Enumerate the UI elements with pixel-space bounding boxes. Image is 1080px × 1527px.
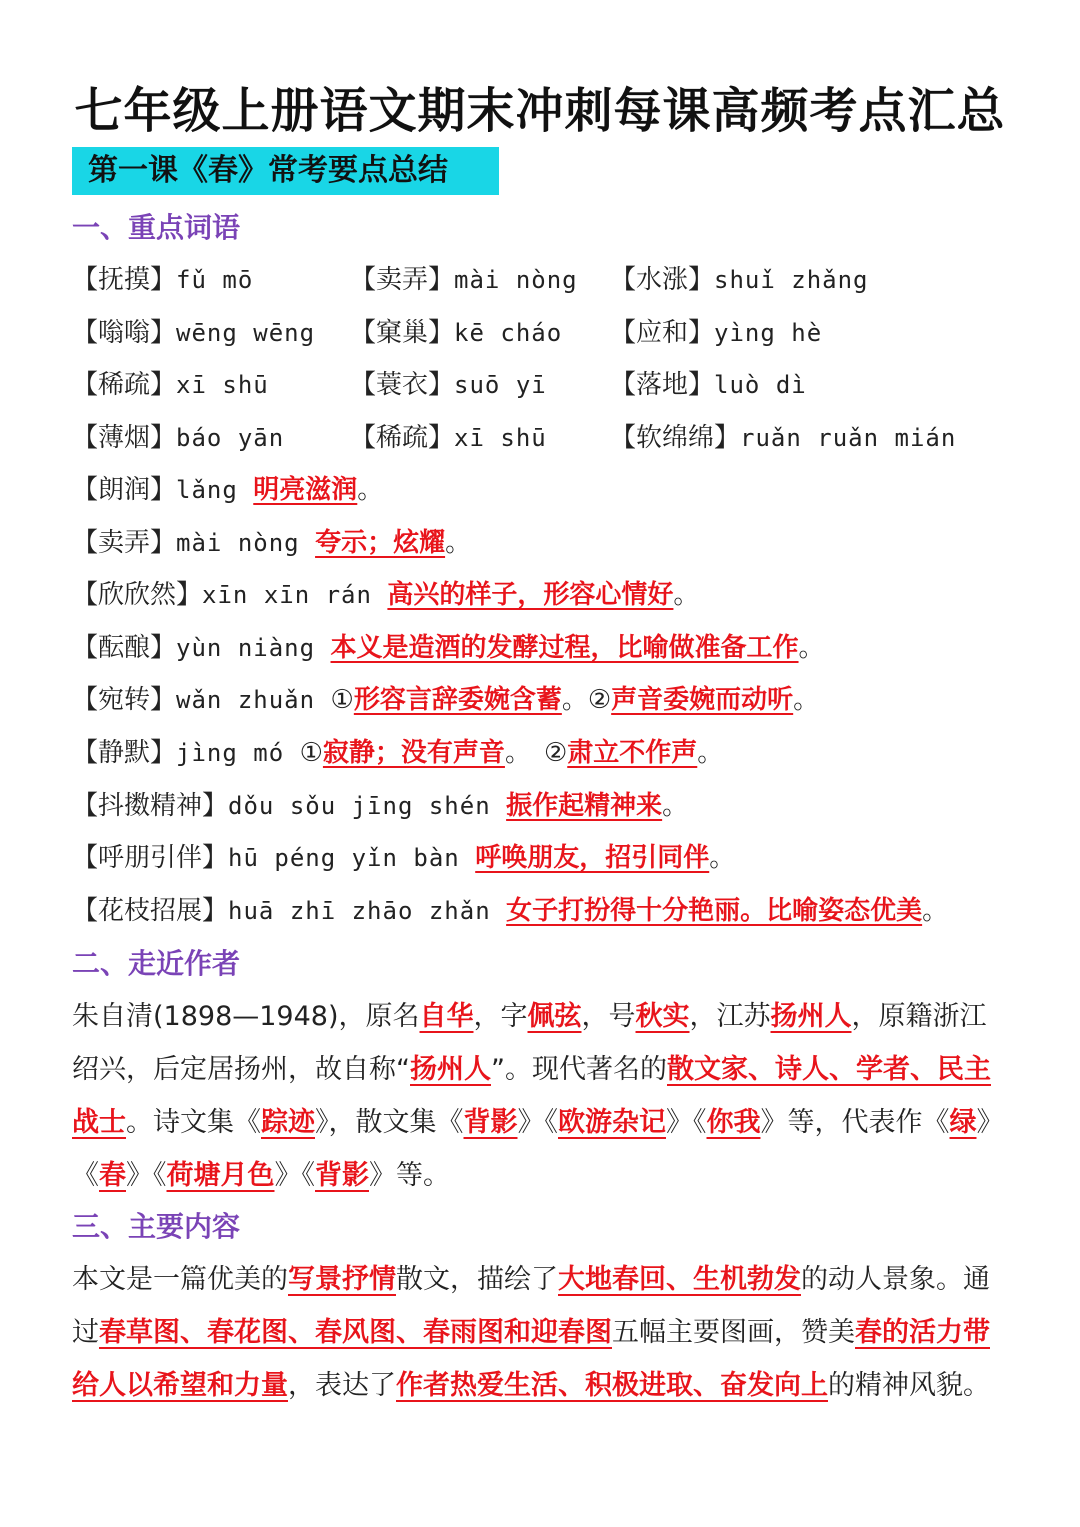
vocab-word: 【落地】 [610,370,715,401]
key-point-highlight: 秋实 [635,1001,690,1032]
vocab-pinyin: kē cháo [454,318,563,347]
punctuation: 。 [709,843,736,874]
vocab-word: 【应和】 [610,317,715,348]
punctuation: 。 ② [504,738,568,768]
vocab-pinyin: fǔ mō [176,266,254,294]
key-point-highlight: 作者热爱生活、积极进取、奋发向上 [396,1370,828,1401]
definition-highlight: 声音委婉而动听 [611,685,794,716]
sense-number: ① [299,738,323,768]
vocab-term [350,262,578,298]
definition-highlight: 明亮滋润 [253,475,358,505]
paragraph-text: 》《 [126,1160,167,1191]
vocab-term [72,420,284,456]
vocab-word: 【宛转】 [72,685,177,716]
vocab-definition-line [72,577,699,613]
vocab-pinyin: xī shū [176,371,269,400]
key-point-highlight: 自华 [419,1001,474,1032]
definition-highlight: 呼唤朋友，招引同伴 [475,843,710,874]
paragraph-text: ，江苏 [689,1001,771,1032]
vocab-pinyin: shuǐ zhǎng [714,266,869,294]
paragraph-text: 本文是一篇优美的 [72,1264,288,1295]
key-point-highlight: 写景抒情 [288,1264,396,1295]
paragraph-text: 》《 [72,1107,1004,1191]
vocab-word: 【卖弄】 [350,265,455,295]
vocab-pinyin: wēng wēng [176,318,316,347]
sense-number: ① [330,685,354,716]
key-point-highlight: 扬州人 [410,1054,491,1085]
paragraph-text: 》等。 [369,1160,450,1191]
vocab-definition-line [72,630,825,666]
vocab-pinyin: xī shū [454,423,547,452]
punctuation: 。 [662,790,689,821]
vocab-term [350,315,562,351]
paragraph-text: 》《 [666,1107,707,1138]
vocab-pinyin: luò dì [714,371,807,400]
vocab-pinyin: lǎng [176,476,254,504]
key-point-highlight: 春的活力带给人以希望和力量 [72,1317,990,1401]
key-point-highlight: 春 [99,1160,126,1191]
paragraph-text: 》等，代表作《 [760,1107,950,1138]
vocab-term [610,262,869,298]
key-point-highlight: 佩弦 [527,1001,582,1032]
vocab-word: 【抖擞精神】 [72,790,229,821]
vocab-word: 【朗润】 [72,475,177,505]
punctuation: 。 [697,738,724,768]
vocab-word: 【欣欣然】 [72,580,203,611]
content-paragraph [72,1253,1012,1412]
lesson-heading: 第一课《春》常考要点总结 [72,147,499,195]
vocab-pinyin: suō yī [454,371,547,400]
punctuation: 。 [445,527,472,558]
key-point-highlight: 欧游杂记 [558,1107,666,1138]
vocab-pinyin: jìng mó [176,739,300,767]
definition-highlight: 肃立不作声 [567,738,698,768]
paragraph-text: 朱自清(1898—1948)，原名 [72,1001,420,1032]
vocab-word: 【嗡嗡】 [72,317,177,348]
vocab-pinyin: huā zhī zhāo zhǎn [228,896,507,925]
vocab-pinyin: hū péng yǐn bàn [228,844,476,873]
punctuation: 。② [561,685,612,716]
punctuation: 。 [793,685,820,716]
vocab-pinyin: yìng hè [714,318,823,347]
paragraph-text: ”。现代著名的 [491,1054,667,1085]
paragraph-text: 的精神风貌。 [828,1370,990,1401]
vocab-pinyin: báo yān [176,423,285,452]
vocab-definition-line [72,472,383,508]
key-point-highlight: 散文家、诗人、学者、民主战士 [72,1054,991,1138]
vocab-word: 【稀疏】 [72,370,177,401]
vocab-word: 【卖弄】 [72,527,177,558]
key-point-highlight: 大地春回、生机勃发 [558,1264,801,1295]
vocab-term [350,420,547,456]
definition-highlight: 夸示；炫耀 [315,527,446,558]
vocab-definition-line [72,893,948,929]
section-heading-author: 二、走近作者 [72,947,241,980]
paragraph-text: ，表达了 [288,1370,396,1401]
author-paragraph [72,990,1012,1202]
paragraph-text: 五幅主要图画，赞美 [612,1317,855,1348]
punctuation: 。 [798,632,825,663]
paragraph-text: ，号 [581,1001,636,1032]
vocab-word: 【花枝招展】 [72,895,229,926]
paragraph-text: 》，散文集《 [315,1107,464,1138]
key-point-highlight: 扬州人 [770,1001,852,1032]
definition-highlight: 女子打扮得十分艳丽。比喻姿态优美 [506,895,923,926]
section-heading-content: 三、主要内容 [72,1210,241,1243]
vocab-word: 【静默】 [72,738,177,768]
paragraph-text: 》《 [517,1107,558,1138]
definition-highlight: 寂静；没有声音 [322,738,505,768]
paragraph-text: ，字 [473,1001,528,1032]
vocab-term [610,420,956,456]
vocab-word: 【软绵绵】 [610,422,741,453]
vocab-term [610,315,822,351]
vocab-word: 【窠巢】 [350,317,455,348]
vocab-word: 【水涨】 [610,265,715,295]
definition-highlight: 本义是造酒的发酵过程，比喻做准备工作 [330,632,799,663]
vocab-definition-line [72,840,735,876]
definition-highlight: 振作起精神来 [506,790,663,821]
vocab-word: 【薄烟】 [72,422,177,453]
key-point-highlight: 背影 [463,1107,518,1138]
punctuation: 。 [357,475,384,505]
vocab-pinyin: mài nòng [176,528,316,557]
paragraph-text: ，原籍浙江绍兴，后定居扬州，故自称“ [72,1001,987,1085]
definition-highlight: 高兴的样子，形容心情好 [387,580,674,611]
vocab-definition-line [72,788,688,824]
vocab-pinyin: ruǎn ruǎn mián [740,423,957,452]
key-point-highlight: 荷塘月色 [166,1160,275,1191]
section-heading-vocab: 一、重点词语 [72,211,241,244]
vocab-definition-line [72,525,471,561]
punctuation: 。 [922,895,949,926]
vocab-pinyin: dǒu sǒu jīng shén [228,791,507,820]
vocab-term [72,367,269,403]
paragraph-text: 散文，描绘了 [396,1264,558,1295]
key-point-highlight: 背影 [315,1160,369,1191]
vocab-term [72,315,315,351]
definition-highlight: 形容言辞委婉含蓄 [353,685,562,716]
vocab-pinyin: wǎn zhuǎn [176,686,331,715]
punctuation: 。 [673,580,700,611]
vocab-word: 【抚摸】 [72,265,177,295]
key-point-highlight: 踪迹 [261,1107,315,1138]
vocab-term [350,367,547,403]
vocab-word: 【酝酿】 [72,632,177,663]
vocab-word: 【蓑衣】 [350,370,455,401]
paragraph-text: 》《 [274,1160,315,1191]
vocab-pinyin: xīn xīn rán [202,581,388,610]
key-point-highlight: 春草图、春花图、春风图、春雨图和迎春图 [99,1317,612,1348]
paragraph-text: 的动人景象。通过 [72,1264,990,1348]
page-title: 七年级上册语文期末冲刺每课高频考点汇总 [74,83,1006,139]
key-point-highlight: 绿 [949,1107,977,1138]
vocab-definition-line [72,682,819,718]
vocab-term [72,262,253,298]
key-point-highlight: 你我 [706,1107,761,1138]
paragraph-text: 。诗文集《 [126,1107,261,1138]
vocab-word: 【稀疏】 [350,422,455,453]
vocab-term [610,367,807,403]
vocab-word: 【呼朋引伴】 [72,843,229,874]
vocab-definition-line [72,735,723,771]
vocab-pinyin: mài nòng [454,266,578,294]
vocab-pinyin: yùn niàng [176,633,331,662]
